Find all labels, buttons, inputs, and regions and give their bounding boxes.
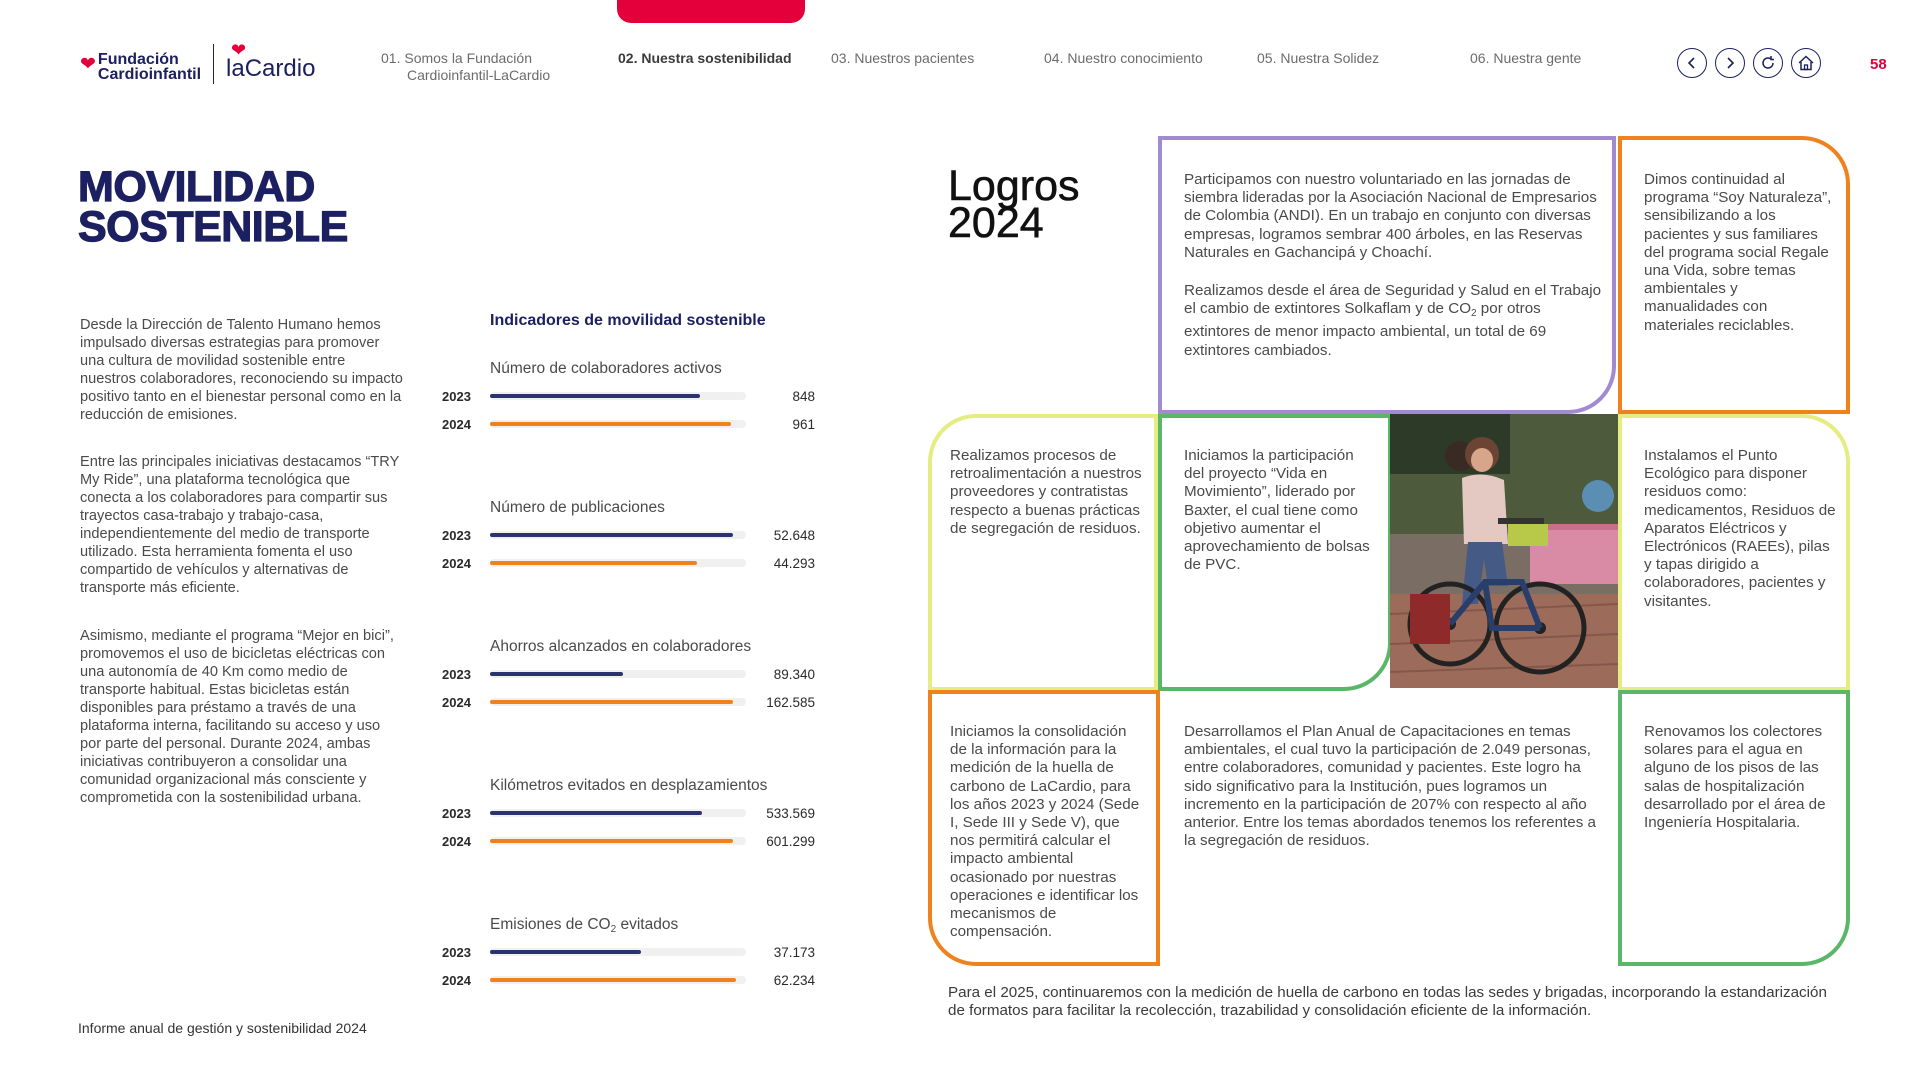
intro-paragraph: Desde la Dirección de Talento Humano hemos impulsado diversas estrategias para promover una cultura de movilidad sostenible entre nuestros colaboradores, reconociendo su impacto positivo tanto en el bienestar personal como en la reducción de emisiones. (80, 317, 403, 423)
woman-on-bicycle-image (1390, 414, 1618, 688)
report-footer: Informe anual de gestión y sostenibilidad 2024 (78, 1020, 367, 1036)
indicator-label: Ahorros alcanzados en colaboradores (490, 638, 752, 655)
indicator-bar-track (490, 392, 746, 400)
indicator-value: 162.585 (766, 695, 815, 710)
indicator-bar-2024 (490, 561, 697, 565)
heart-logo-icon: ❤ (231, 40, 247, 60)
indicator-bar-track (490, 809, 746, 817)
indicator-bar-2023 (490, 811, 702, 815)
indicator-value: 44.293 (773, 556, 815, 571)
previous-page-button[interactable] (1677, 48, 1707, 78)
nav-tab-gente[interactable]: 06. Nuestra gente (1470, 50, 1582, 66)
next-page-button[interactable] (1715, 48, 1745, 78)
indicator-bar-2023 (490, 394, 700, 398)
indicator-label: Kilómetros evitados en desplazamientos (490, 777, 768, 794)
active-section-tab-marker (617, 0, 805, 23)
indicator-bar-track (490, 837, 746, 845)
indicator-bar-track (490, 420, 746, 428)
indicator-label: Número de publicaciones (490, 499, 665, 516)
indicator-bar-2023 (490, 533, 733, 537)
indicator-year-label: 2024 (442, 556, 471, 571)
closing-statement: Para el 2025, continuaremos con la medición de huella de carbono en todas las sedes y brigadas, incorporando la estandarización de formatos para facilitar la recolección, trazabilidad y consolidación eficiente de la información. (948, 984, 1827, 1019)
home-icon (1797, 54, 1815, 72)
indicator-year-label: 2024 (442, 417, 471, 432)
indicator-year-label: 2023 (442, 806, 471, 821)
logo-fundacion-text: Fundación Cardioinfantil (97, 51, 202, 83)
indicator-bar-2023 (490, 672, 623, 676)
nav-tab-conocimiento[interactable]: 04. Nuestro conocimiento (1044, 50, 1203, 66)
logo[interactable] (80, 40, 316, 84)
achievement-punto-ecologico: Instalamos el Punto Ecológico para disponer residuos como: medicamentos, Residuos de Aparatos Eléctricos y Electrónicos (RAEEs), pilas y tapas dirigido a colaboradores, pacientes y visitantes. (1618, 414, 1850, 691)
indicator-value: 52.648 (773, 528, 815, 543)
nav-tab-pacientes[interactable]: 03. Nuestros pacientes (831, 50, 975, 66)
achievement-proveedores: Realizamos procesos de retroalimentación a nuestros proveedores y contratistas respecto a buenas prácticas de segregación de residuos. (928, 414, 1158, 691)
indicator-bar-track (490, 976, 746, 984)
achievement-capacitaciones: Desarrollamos el Plan Anual de Capacitaciones en temas ambientales, el cual tuvo la participación de 2.049 personas, entre colaboradores, comunidad y pacientes. Este logro ha sido significativo para la Institución, pues logramos un incremento en la participación de 207% con respecto al año anterior. Entre los temas abordados tenemos los referentes a la segregación de residuos. (1184, 723, 1596, 850)
indicator-bar-2023 (490, 950, 641, 954)
indicator-bar-track (490, 948, 746, 956)
indicator-value: 848 (792, 389, 815, 404)
chevron-right-icon (1723, 56, 1737, 70)
refresh-icon (1760, 55, 1776, 71)
indicator-bar-track (490, 559, 746, 567)
indicators-title: Indicadores de movilidad sostenible (490, 312, 766, 329)
indicator-value: 37.173 (773, 945, 815, 960)
logo-divider (213, 44, 214, 84)
indicator-bar-track (490, 531, 746, 539)
indicator-year-label: 2024 (442, 973, 471, 988)
indicator-bar-track (490, 670, 746, 678)
indicator-year-label: 2023 (442, 667, 471, 682)
indicator-bar-track (490, 698, 746, 706)
nav-tab-sostenibilidad[interactable]: 02. Nuestra sostenibilidad (618, 50, 792, 66)
page-number: 58 (1870, 56, 1887, 73)
bicycle-photo (1390, 414, 1618, 688)
indicator-bar-2024 (490, 839, 733, 843)
indicator-bar-2024 (490, 422, 731, 426)
indicator-value: 533.569 (766, 806, 815, 821)
indicator-year-label: 2023 (442, 528, 471, 543)
indicator-value: 961 (792, 417, 815, 432)
indicator-value: 601.299 (766, 834, 815, 849)
extintores-text: Realizamos desde el área de Seguridad y Salud en el Trabajo el cambio de extintores Solkaflam y de $CO_2$ por otros extintores de menor impacto ambiental, un total de 69 extintores cambiados. (1184, 282, 1602, 359)
page-title: MOVILIDAD SOSTENIBLE (78, 163, 348, 251)
indicator-year-label: 2024 (442, 834, 471, 849)
achievement-andi-extintores: Participamos con nuestro voluntariado en las jornadas de siembra lideradas por la Asociación Nacional de Empresarios de Colombia (ANDI). En un trabajo en conjunto con diversas empresas, logramos sembrar 400 árboles, en las Reservas Naturales en Gachancipá y Choachí. Realizamos desde el área de Seguridad y Salud en el Trabajo el cambio de extintores Solkaflam y de $CO_2$ por otros extintores de menor impacto ambiental, un total de 69 extintores cambiados. (1158, 136, 1616, 414)
nav-tab-solidez[interactable]: 05. Nuestra Solidez (1257, 50, 1380, 66)
home-button[interactable] (1791, 48, 1821, 78)
refresh-button[interactable] (1753, 48, 1783, 78)
chevron-left-icon (1685, 56, 1699, 70)
indicator-label: Número de colaboradores activos (490, 360, 722, 377)
indicator-year-label: 2023 (442, 389, 471, 404)
heart-logo-icon: ❤ (80, 52, 96, 75)
try-my-ride-paragraph: Entre las principales iniciativas destacamos “TRY My Ride”, una plataforma tecnológica que conecta a los colaboradores para compartir sus trayectos casa-trabajo y trabajo-casa, independientemente del medio de transporte utilizado. Esta herramienta fomenta el uso compartido de vehículos y alternativas de transporte más eficiente. (80, 454, 400, 596)
mejor-en-bici-paragraph: Asimismo, mediante el programa “Mejor en bici”, promovemos el uso de bicicletas eléctricas con una autonomía de 40 Km como medio de transporte habitual. Estas bicicletas están disponibles para préstamo a través de una plataforma interna, facilitando su acceso y uso por parte del personal. Durante 2024, ambas iniciativas contribuyeron a consolidar una comunidad organizacional más consciente y comprometida con la sostenibilidad urbana. (80, 628, 394, 806)
achievement-soy-naturaleza: Dimos continuidad al programa “Soy Naturaleza”, sensibilizando a los pacientes y sus familiares del programa social Regale una Vida, sobre temas ambientales y manualidades con materiales reciclables. (1618, 136, 1850, 414)
achievement-vida-en-movimiento: Iniciamos la participación del proyecto “Vida en Movimiento”, liderado por Baxter, el cual tiene como objetivo aumentar el aprovechamiento de bolsas de PVC. (1158, 414, 1392, 691)
logo-lacardio-text: ❤ laCardio (226, 40, 316, 82)
achievement-colectores-solares: Renovamos los colectores solares para el agua en alguno de los pisos de las salas de hospitalización desarrollado por el área de Ingeniería Hospitalaria. (1618, 690, 1850, 966)
indicator-label: Emisiones de $CO_2$ evitados (490, 916, 679, 935)
indicator-year-label: 2024 (442, 695, 471, 710)
indicator-value: 62.234 (773, 973, 815, 988)
nav-tab-somos[interactable]: 01. Somos la Fundación Cardioinfantil-LaCardio (381, 50, 551, 83)
achievement-huella-carbono: Iniciamos la consolidación de la información para la medición de la huella de carbono de LaCardio, para los años 2023 y 2024 (Sede I, Sede III y Sede V), que nos permitirá calcular el impacto ambiental ocasionado por nuestras operaciones e identificar los mecanismos de compensación. (928, 690, 1160, 966)
indicator-bar-2024 (490, 978, 736, 982)
achievements-title: Logros 2024 (948, 162, 1080, 247)
indicator-year-label: 2023 (442, 945, 471, 960)
indicator-value: 89.340 (773, 667, 815, 682)
indicator-bar-2024 (490, 700, 733, 704)
